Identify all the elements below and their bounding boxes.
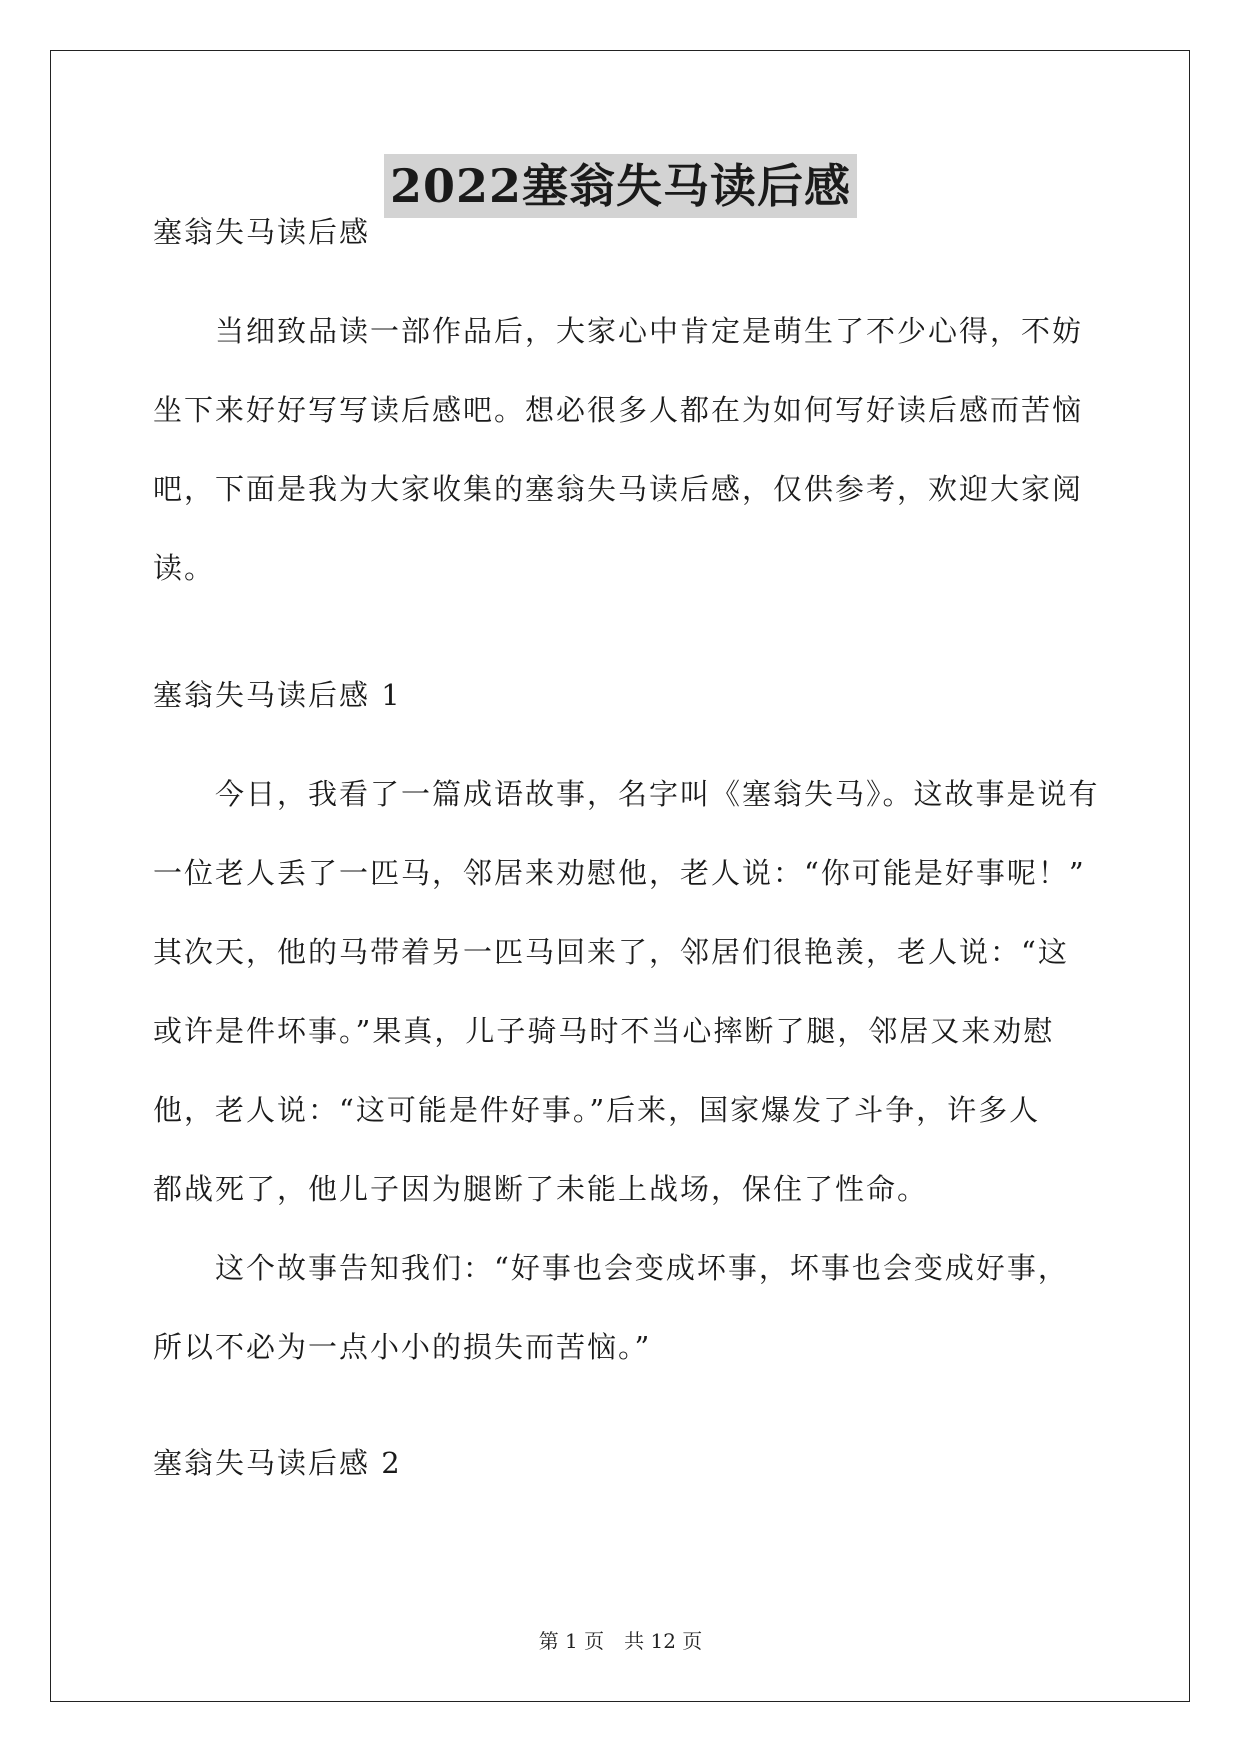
intro-paragraph	[153, 292, 1098, 608]
paragraph-line: 一位老人丢了一匹马，邻居来劝慰他，老人说：“你可能是好事呢！”	[153, 856, 1086, 890]
section-1-paragraph-2	[153, 1229, 1098, 1387]
paragraph-line: 坐下来好好写写读后感吧。想必很多人都在为如何写好读后感而苦恼	[153, 393, 1084, 427]
page-number: 第 1 页 共 12 页	[538, 1629, 703, 1653]
paragraph-line: 所以不必为一点小小的损失而苦恼。”	[153, 1330, 652, 1364]
section-1-heading: 塞翁失马读后感 1	[153, 678, 402, 712]
paragraph-line: 其次天，他的马带着另一匹马回来了，邻居们很艳羡，老人说：“这	[153, 935, 1069, 969]
paragraph-line: 吧，下面是我为大家收集的塞翁失马读后感，仅供参考，欢迎大家阅	[153, 472, 1084, 506]
paragraph-line: 今日，我看了一篇成语故事，名字叫《塞翁失马》。这故事是说有	[215, 777, 1100, 811]
document-title: 2022塞翁失马读后感	[384, 154, 857, 218]
page-footer	[0, 1627, 1241, 1655]
paragraph-line: 都战死了，他儿子因为腿断了未能上战场，保住了性命。	[153, 1172, 929, 1206]
paragraph-line: 或许是件坏事。”果真，儿子骑马时不当心摔断了腿，邻居又来劝慰	[153, 1014, 1055, 1048]
section-2-heading: 塞翁失马读后感 2	[153, 1446, 402, 1480]
document-subtitle: 塞翁失马读后感	[153, 215, 371, 249]
paragraph-line: 当细致品读一部作品后，大家心中肯定是萌生了不少心得，不妨	[215, 314, 1084, 348]
paragraph-line: 他，老人说：“这可能是件好事。”后来，国家爆发了斗争，许多人	[153, 1093, 1041, 1127]
section-1-paragraph-1	[153, 755, 1098, 1229]
paragraph-line: 读。	[153, 551, 216, 585]
title-block	[0, 154, 1241, 218]
paragraph-line: 这个故事告知我们：“好事也会变成坏事，坏事也会变成好事，	[215, 1251, 1069, 1285]
